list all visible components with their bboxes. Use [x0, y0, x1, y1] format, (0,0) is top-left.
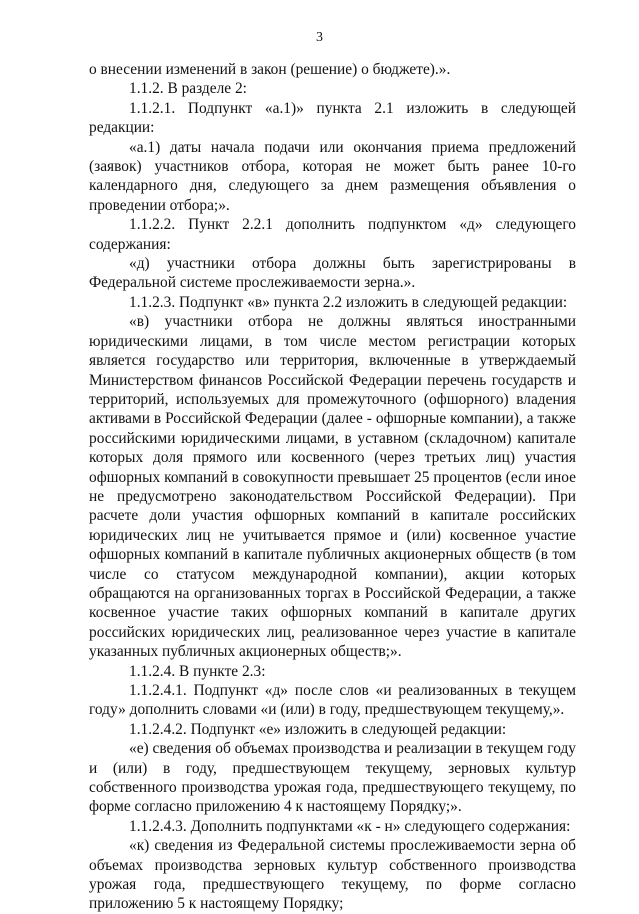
- paragraph: 1.1.2. В разделе 2:: [129, 80, 247, 98]
- document-body: [89, 60, 576, 914]
- paragraph: 1.1.2.2. Пункт 2.2.1 дополнить подпунктом «д» следующего содержания:: [89, 216, 576, 253]
- paragraph: 1.1.2.3. Подпункт «в» пункта 2.2 изложить в следующей редакции:: [129, 293, 568, 311]
- page-number: 3: [316, 30, 323, 45]
- paragraph: «д) участники отбора должны быть зарегистрированы в Федеральной системе прослеживаемости зерна.».: [89, 255, 576, 292]
- paragraph: 1.1.2.4. В пункте 2.3:: [129, 662, 266, 680]
- paragraph: 1.1.2.4.2. Подпункт «е» изложить в следующей редакции:: [129, 720, 507, 738]
- paragraph: «к) сведения из Федеральной системы прослеживаемости зерна об объемах производства зерновых культур собственного производства урожая года, предшествующего текущему, по форме согласно приложению 5 к настоящему Порядку;: [89, 837, 576, 913]
- paragraph: «а.1) даты начала подачи или окончания приема предложений (заявок) участников отбора, которая не может быть ранее 10-го календарного дня, следующего за днем размещения объявления о проведении отбора;».: [89, 138, 576, 214]
- paragraph: 1.1.2.4.3. Дополнить подпунктами «к - н» следующего содержания:: [129, 817, 571, 835]
- paragraph: 1.1.2.1. Подпункт «а.1)» пункта 2.1 изложить в следующей редакции:: [89, 99, 576, 137]
- paragraph: 1.1.2.4.1. Подпункт «д» после слов «и реализованных в текущем году» дополнить словами «и (или) в году, предшествующем текущему,».: [89, 682, 576, 719]
- paragraph: о внесении изменений в закон (решение) о бюджете).».: [89, 61, 451, 78]
- paragraph: «в) участники отбора не должны являться иностранными юридическими лицами, в том числе местом регистрации которых является государство или территория, включенные в утверждаемый Министерством финансов Российской Федерации перечень государств и территорий, используемых для промежуточного (офшорного) владения активами в Российской Федерации (далее - офшорные компании), а также российскими юридическими лицами, в уставном (складочном) капитале которых доля прямого или косвенного (через третьих лиц) участия офшорных компаний в совокупности превышает 25 процентов (если иное не предусмотрено законодательством Российской Федерации). При расчете доли участия офшорных компаний в капитале российских юридических лиц не учитывается прямое и (или) косвенное участие офшорных компаний в капитале публичных акционерных обществ (в том числе со статусом международной компании), акции которых обращаются на организованных торгах в Российской Федерации, а также косвенное участие таких офшорных компаний в капитале других российских юридических лиц, реализованное через участие в капитале указанных публичных акционерных обществ;».: [89, 313, 576, 661]
- paragraph: «е) сведения об объемах производства и реализации в текущем году и (или) в году, предшествующем текущему, зерновых культур собственного производства урожая года, предшествующего текущему, по форме согласно приложению 4 к настоящему Порядку;».: [89, 740, 576, 816]
